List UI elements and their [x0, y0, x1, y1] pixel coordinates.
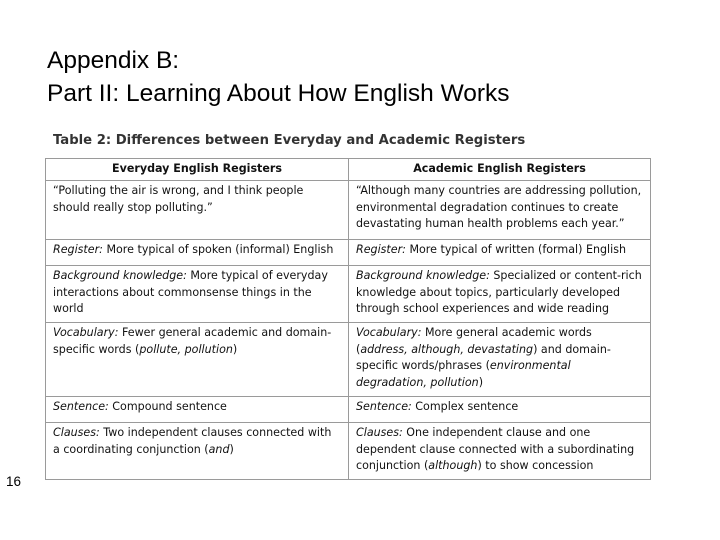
sentence-everyday [46, 397, 349, 423]
page-number: 16 [6, 474, 22, 489]
background-academic [349, 266, 651, 323]
register-academic [349, 240, 651, 266]
register-everyday [46, 240, 349, 266]
table-row [46, 240, 651, 266]
example-words: environmental degradation, pollution [356, 359, 571, 389]
background-everyday [46, 266, 349, 323]
sentence-academic [349, 397, 651, 423]
row-label: Vocabulary: [356, 326, 422, 339]
header-everyday: Everyday English Registers [46, 159, 349, 181]
cell-text: ) [478, 375, 484, 389]
cell-text: More typical of written (formal) English [405, 243, 627, 256]
row-label: Register: [356, 243, 406, 256]
table-row [46, 397, 651, 423]
cell-text: One independent clause and one dependent clause connected with a subordinating conjunction ( [356, 426, 635, 472]
row-label: Background knowledge: [53, 269, 187, 282]
cell-text: Compound sentence [108, 400, 227, 413]
cell-text: Complex sentence [411, 400, 519, 413]
registers-table [45, 158, 651, 480]
cell-text: More typical of everyday interactions about commonsense things in the world [53, 269, 328, 315]
table-header-row [46, 159, 651, 181]
cell-text: More general academic words ( [356, 326, 592, 356]
row-label: Sentence: [53, 400, 109, 413]
example-academic: “Although many countries are addressing pollution, environmental degradation continues to create devastating human health problems each year.” [349, 181, 651, 240]
row-label: Register: [53, 243, 103, 256]
row-label: Clauses: [356, 426, 403, 439]
example-words: and [208, 442, 230, 456]
clauses-academic [349, 423, 651, 480]
cell-text: ) [229, 442, 234, 456]
table-row [46, 181, 651, 240]
table-title: Table 2: Differences between Everyday and Academic Registers [53, 133, 526, 148]
example-words: although [428, 459, 478, 472]
cell-text: ) and domain-specific words/phrases ( [356, 342, 611, 372]
vocabulary-academic [349, 323, 651, 397]
cell-text: ) to show concession [477, 459, 594, 472]
table-row [46, 266, 651, 323]
cell-text: More typical of spoken (informal) English [102, 243, 334, 256]
slide-title-line-2: Part II: Learning About How English Works [47, 80, 510, 107]
row-label: Sentence: [356, 400, 412, 413]
cell-text: Specialized or content-rich knowledge about topics, particularly developed through school experiences and wide reading [356, 269, 642, 315]
cell-text: Fewer general academic and domain-specific words ( [53, 326, 332, 356]
table-row [46, 323, 651, 397]
example-words: address, although, devastating [360, 342, 534, 356]
row-label: Vocabulary: [53, 326, 119, 339]
cell-text: Two independent clauses connected with a coordinating conjunction ( [53, 426, 332, 456]
vocabulary-everyday [46, 323, 349, 397]
example-everyday: “Polluting the air is wrong, and I think people should really stop polluting.” [46, 181, 349, 240]
row-label: Background knowledge: [356, 269, 490, 282]
clauses-everyday [46, 423, 349, 480]
example-words: pollute, pollution [139, 342, 233, 356]
table-row [46, 423, 651, 480]
header-academic: Academic English Registers [349, 159, 651, 181]
slide-title-line-1: Appendix B: [47, 47, 180, 74]
slide-title [47, 44, 510, 110]
row-label: Clauses: [53, 426, 100, 439]
cell-text: ) [232, 342, 238, 356]
